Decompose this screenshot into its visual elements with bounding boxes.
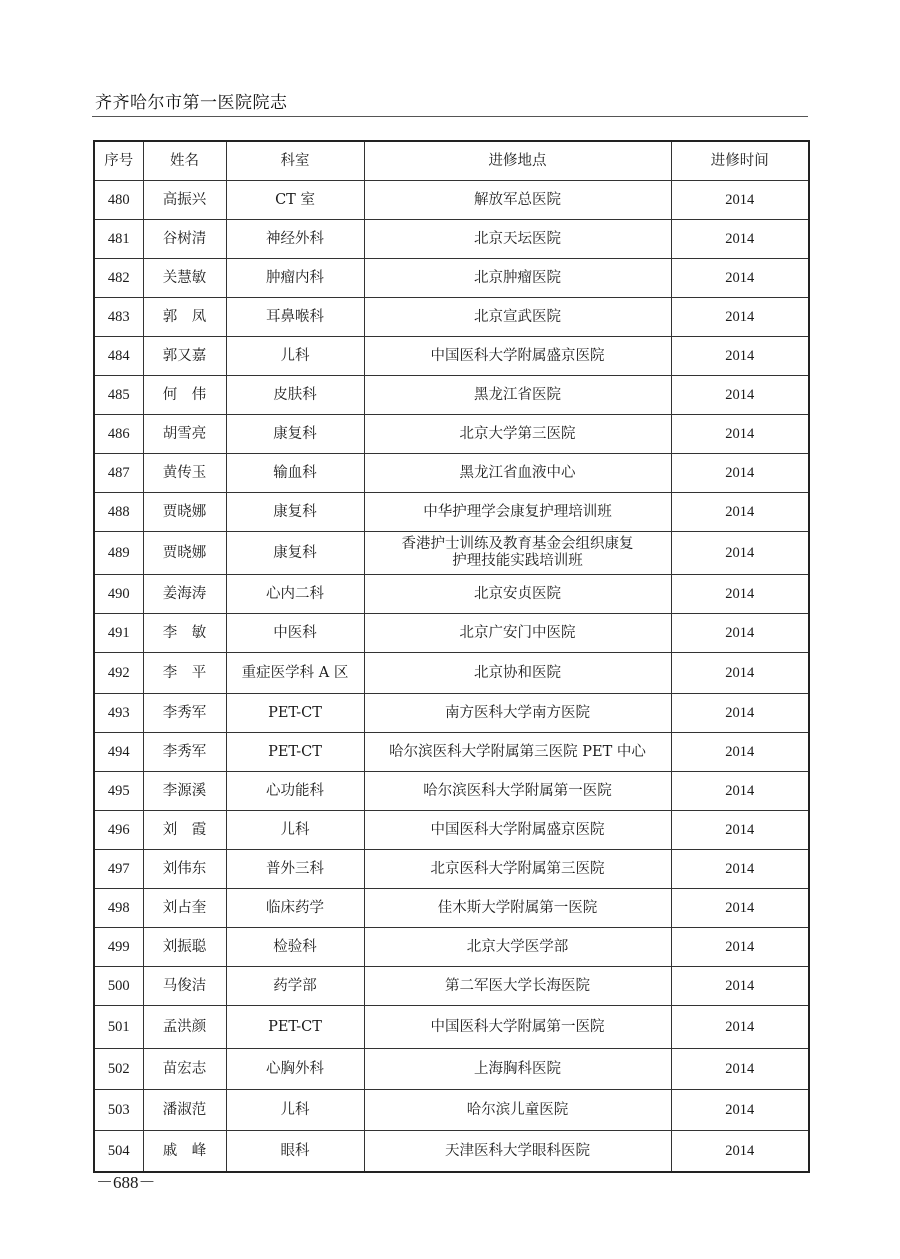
cell-year: 2014 <box>671 415 809 454</box>
column-header-place: 进修地点 <box>364 141 671 181</box>
cell-name: 贾晓娜 <box>143 493 226 532</box>
cell-place: 北京天坛医院 <box>364 220 671 259</box>
cell-no: 488 <box>94 493 143 532</box>
cell-no: 496 <box>94 811 143 850</box>
cell-place-line: 护理技能实践培训班 <box>452 553 583 569</box>
cell-dept: CT 室 <box>226 181 364 220</box>
cell-year: 2014 <box>671 614 809 653</box>
cell-no: 500 <box>94 967 143 1006</box>
cell-no: 493 <box>94 694 143 733</box>
cell-no: 494 <box>94 733 143 772</box>
table-row <box>94 967 809 1006</box>
cell-place: 黑龙江省血液中心 <box>364 454 671 493</box>
cell-name: 李秀军 <box>143 694 226 733</box>
cell-dept: 中医科 <box>226 614 364 653</box>
cell-place: 北京安贞医院 <box>364 575 671 614</box>
cell-name: 关慧敏 <box>143 259 226 298</box>
cell-year: 2014 <box>671 967 809 1006</box>
table-row <box>94 493 809 532</box>
cell-name: 郭又嘉 <box>143 337 226 376</box>
cell-year: 2014 <box>671 337 809 376</box>
cell-place: 黑龙江省医院 <box>364 376 671 415</box>
table-row <box>94 1131 809 1173</box>
table-row <box>94 1090 809 1131</box>
cell-dept: 心内二科 <box>226 575 364 614</box>
table-row <box>94 850 809 889</box>
cell-place: 中国医科大学附属盛京医院 <box>364 337 671 376</box>
cell-year: 2014 <box>671 376 809 415</box>
cell-year: 2014 <box>671 733 809 772</box>
cell-no: 492 <box>94 653 143 694</box>
cell-year: 2014 <box>671 1049 809 1090</box>
cell-dept: 儿科 <box>226 1090 364 1131</box>
cell-dept: 儿科 <box>226 337 364 376</box>
table-row <box>94 733 809 772</box>
column-header-no: 序号 <box>94 141 143 181</box>
table-row <box>94 889 809 928</box>
table-row <box>94 614 809 653</box>
table-row <box>94 1006 809 1049</box>
cell-place: 哈尔滨儿童医院 <box>364 1090 671 1131</box>
cell-place-line: 香港护士训练及教育基金会组织康复 <box>401 536 634 552</box>
cell-dept: 临床药学 <box>226 889 364 928</box>
cell-dept: 普外三科 <box>226 850 364 889</box>
cell-place: 佳木斯大学附属第一医院 <box>364 889 671 928</box>
cell-name: 刘 霞 <box>143 811 226 850</box>
cell-place: 解放军总医院 <box>364 181 671 220</box>
running-head-title: 齐齐哈尔市第一医院院志 <box>95 93 288 113</box>
cell-year: 2014 <box>671 575 809 614</box>
cell-dept: 检验科 <box>226 928 364 967</box>
cell-dept: 神经外科 <box>226 220 364 259</box>
cell-no: 497 <box>94 850 143 889</box>
cell-no: 481 <box>94 220 143 259</box>
cell-name: 刘伟东 <box>143 850 226 889</box>
cell-no: 487 <box>94 454 143 493</box>
cell-name: 潘淑范 <box>143 1090 226 1131</box>
cell-place: 上海胸科医院 <box>364 1049 671 1090</box>
cell-name: 李秀军 <box>143 733 226 772</box>
cell-no: 501 <box>94 1006 143 1049</box>
cell-name: 黄传玉 <box>143 454 226 493</box>
cell-place: 第二军医大学长海医院 <box>364 967 671 1006</box>
table-header-row <box>94 141 809 181</box>
cell-name: 孟洪颜 <box>143 1006 226 1049</box>
training-record-table <box>93 140 810 1173</box>
cell-name: 郭 凤 <box>143 298 226 337</box>
cell-place <box>364 532 671 575</box>
cell-dept: 心功能科 <box>226 772 364 811</box>
cell-place: 南方医科大学南方医院 <box>364 694 671 733</box>
cell-year: 2014 <box>671 1006 809 1049</box>
cell-name: 刘占奎 <box>143 889 226 928</box>
cell-no: 498 <box>94 889 143 928</box>
cell-no: 499 <box>94 928 143 967</box>
cell-year: 2014 <box>671 653 809 694</box>
cell-year: 2014 <box>671 928 809 967</box>
cell-dept: 药学部 <box>226 967 364 1006</box>
table-row <box>94 532 809 575</box>
table-row <box>94 298 809 337</box>
cell-place: 北京广安门中医院 <box>364 614 671 653</box>
column-header-year: 进修时间 <box>671 141 809 181</box>
cell-year: 2014 <box>671 493 809 532</box>
cell-dept: 康复科 <box>226 532 364 575</box>
cell-no: 480 <box>94 181 143 220</box>
cell-year: 2014 <box>671 1131 809 1173</box>
cell-dept: 儿科 <box>226 811 364 850</box>
table-row <box>94 694 809 733</box>
cell-no: 489 <box>94 532 143 575</box>
table-row <box>94 811 809 850</box>
cell-place: 中华护理学会康复护理培训班 <box>364 493 671 532</box>
cell-no: 482 <box>94 259 143 298</box>
cell-year: 2014 <box>671 298 809 337</box>
page-number: －688－ <box>96 1173 156 1192</box>
cell-place: 北京医科大学附属第三医院 <box>364 850 671 889</box>
cell-name: 李 敏 <box>143 614 226 653</box>
table-row <box>94 376 809 415</box>
cell-dept: 康复科 <box>226 493 364 532</box>
cell-name: 高振兴 <box>143 181 226 220</box>
cell-dept: 重症医学科 A 区 <box>226 653 364 694</box>
header-rule <box>92 116 808 117</box>
table-row <box>94 181 809 220</box>
cell-no: 484 <box>94 337 143 376</box>
cell-place: 哈尔滨医科大学附属第一医院 <box>364 772 671 811</box>
cell-no: 490 <box>94 575 143 614</box>
cell-no: 504 <box>94 1131 143 1173</box>
cell-place: 天津医科大学眼科医院 <box>364 1131 671 1173</box>
cell-year: 2014 <box>671 454 809 493</box>
cell-year: 2014 <box>671 220 809 259</box>
cell-name: 姜海涛 <box>143 575 226 614</box>
cell-place: 北京肿瘤医院 <box>364 259 671 298</box>
cell-place: 北京宣武医院 <box>364 298 671 337</box>
cell-no: 485 <box>94 376 143 415</box>
table-row <box>94 220 809 259</box>
cell-year: 2014 <box>671 181 809 220</box>
cell-place: 北京协和医院 <box>364 653 671 694</box>
cell-name: 何 伟 <box>143 376 226 415</box>
cell-name: 刘振聪 <box>143 928 226 967</box>
table-row <box>94 928 809 967</box>
cell-year: 2014 <box>671 694 809 733</box>
cell-year: 2014 <box>671 811 809 850</box>
cell-dept: PET-CT <box>226 694 364 733</box>
cell-dept: 心胸外科 <box>226 1049 364 1090</box>
table-row <box>94 259 809 298</box>
table-row <box>94 337 809 376</box>
table-row <box>94 653 809 694</box>
cell-year: 2014 <box>671 532 809 575</box>
cell-dept: PET-CT <box>226 733 364 772</box>
cell-name: 李源溪 <box>143 772 226 811</box>
cell-dept: 输血科 <box>226 454 364 493</box>
cell-name: 苗宏志 <box>143 1049 226 1090</box>
cell-name: 李 平 <box>143 653 226 694</box>
cell-place: 中国医科大学附属第一医院 <box>364 1006 671 1049</box>
cell-dept: PET-CT <box>226 1006 364 1049</box>
cell-dept: 肿瘤内科 <box>226 259 364 298</box>
table-row <box>94 575 809 614</box>
cell-place: 北京大学医学部 <box>364 928 671 967</box>
cell-dept: 眼科 <box>226 1131 364 1173</box>
cell-name: 谷树清 <box>143 220 226 259</box>
cell-year: 2014 <box>671 889 809 928</box>
column-header-name: 姓名 <box>143 141 226 181</box>
cell-year: 2014 <box>671 850 809 889</box>
cell-name: 戚 峰 <box>143 1131 226 1173</box>
cell-year: 2014 <box>671 1090 809 1131</box>
cell-no: 503 <box>94 1090 143 1131</box>
cell-place: 中国医科大学附属盛京医院 <box>364 811 671 850</box>
cell-year: 2014 <box>671 772 809 811</box>
cell-no: 491 <box>94 614 143 653</box>
table-row <box>94 415 809 454</box>
cell-name: 胡雪亮 <box>143 415 226 454</box>
cell-name: 马俊洁 <box>143 967 226 1006</box>
cell-dept: 康复科 <box>226 415 364 454</box>
table-row <box>94 772 809 811</box>
cell-name: 贾晓娜 <box>143 532 226 575</box>
cell-dept: 皮肤科 <box>226 376 364 415</box>
cell-place: 北京大学第三医院 <box>364 415 671 454</box>
table-row <box>94 1049 809 1090</box>
cell-no: 486 <box>94 415 143 454</box>
cell-no: 502 <box>94 1049 143 1090</box>
cell-place: 哈尔滨医科大学附属第三医院 PET 中心 <box>364 733 671 772</box>
cell-dept: 耳鼻喉科 <box>226 298 364 337</box>
column-header-dept: 科室 <box>226 141 364 181</box>
cell-year: 2014 <box>671 259 809 298</box>
table-row <box>94 454 809 493</box>
cell-no: 495 <box>94 772 143 811</box>
cell-no: 483 <box>94 298 143 337</box>
